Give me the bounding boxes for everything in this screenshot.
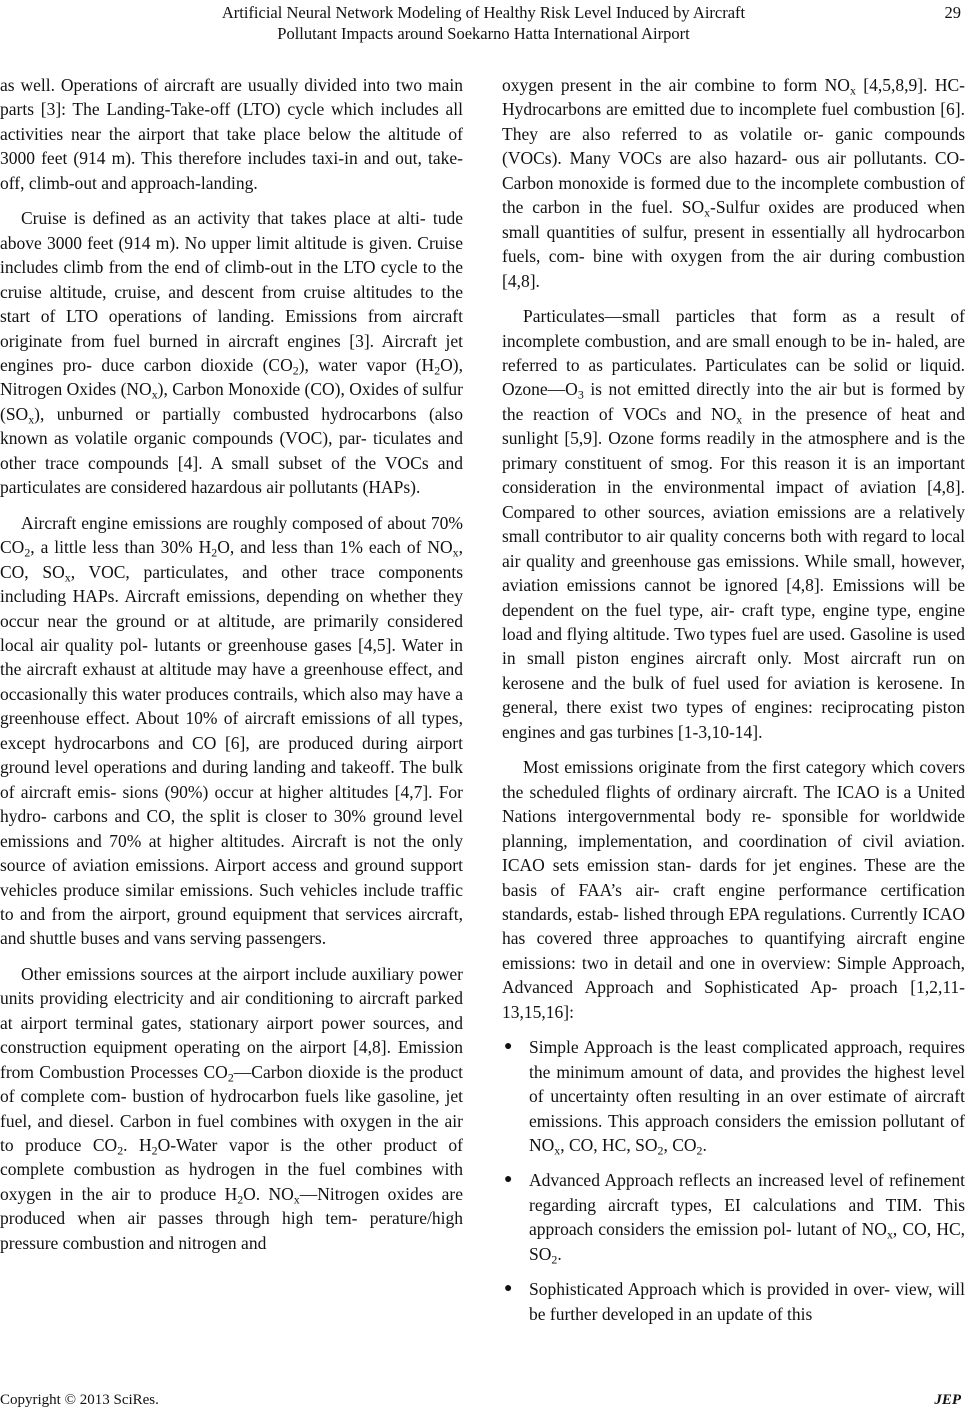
approach-list xyxy=(502,1035,965,1326)
subscript: 2 xyxy=(151,1143,158,1158)
subscript: 2 xyxy=(237,1192,244,1207)
subscript: x xyxy=(554,1143,561,1158)
subscript: 3 xyxy=(577,388,584,402)
subscript: x xyxy=(64,570,71,585)
paragraph: Cruise is defined as an activity that takes place at alti- tude above 3000 feet (914 m). No upper limit altitude is given. Cruise includes climb from the end of climb-out in the LTO cycle to the cruise altitude, cruise, and descent from cruise altitudes to the start of LTO operations of landing. Emissions from aircraft originate from fuel burned in aircraft engines [3]. Aircraft jet engines pro- duce carbon dioxide $(CO_2)$, water vapor $(H_2O)$, Nitrogen Oxides $(NO_x)$, Carbon Monoxide (CO), Oxides of sulfur $(SO_x)$, unburned or partially combusted hydrocarbons (also known as volatile organic compounds (VOC), par- ticulates and other trace compounds [4]. A small subset of the VOCs and particulates are considered hazardous air pollutants (HAPs). xyxy=(0,208,464,498)
page-footer xyxy=(0,1386,967,1416)
subscript: x xyxy=(293,1192,300,1207)
subscript: 2 xyxy=(434,363,441,378)
page-number: 29 xyxy=(944,3,961,22)
subscript: x xyxy=(452,545,459,560)
list-item xyxy=(502,1277,965,1326)
left-column xyxy=(0,73,463,1266)
subscript: x xyxy=(849,83,856,98)
bullet-icon: ● xyxy=(504,1172,513,1188)
running-title-line-1: Artificial Neural Network Modeling of Healthy Risk Level Induced by Aircraft xyxy=(221,3,746,22)
subscript: 2 xyxy=(117,1143,124,1158)
subscript: x xyxy=(704,205,711,220)
subscript: 2 xyxy=(24,545,31,560)
subscript: x xyxy=(28,412,35,427)
paragraph: Particulates—small particles that form as a result of incomplete combustion, and are small enough to be in- haled, are referred to as particulates. Particulates can be solid or liquid. $Ozone—O_3$ is not emitted directly into the air but is formed by the reaction of VOCs and $NO_x$ in the presence of heat and sunlight [5,9]. Ozone forms readily in the atmosphere and is the primary constituent of smog. For this reason it is an important consideration in the environmental impact of aviation [4,8]. Compared to other sources, aviation emissions are a relatively small contributor to air quality concerns both with regard to local air quality and greenhouse gas emissions. While small, however, aviation emissions cannot be ignored [4,8]. Emissions will be dependent on the fuel type, air- craft type, engine type, engine load and flying altitude. Two types fuel are used. Gasoline is used in small piston engines aircraft only. Most aircraft run on kerosene and the bulk of fuel used for aviation is kerosene. In general, there exist two types of engines: reciprocating piston engines and gas turbines [1-3,10-14]. xyxy=(502,306,965,742)
journal-abbreviation: JEP xyxy=(934,1392,961,1408)
running-header xyxy=(0,0,967,50)
paragraph: as well. Operations of aircraft are usually divided into two main parts [3]: The Landing-Take-off (LTO) cycle which includes all activities near the airport that take place below the altitude of 3000 feet (914 m). This therefore includes taxi-in and out, take-off, climb-out and approach-landing. xyxy=(0,75,463,193)
bullet-icon: ● xyxy=(504,1281,513,1297)
subscript: x xyxy=(886,1227,893,1242)
subscript: 2 xyxy=(657,1143,664,1158)
copyright-notice: Copyright © 2013 SciRes. xyxy=(0,1392,159,1408)
subscript: x xyxy=(151,388,158,402)
subscript: 2 xyxy=(696,1143,703,1158)
running-title-line-2: Pollutant Impacts around Soekarno Hatta International Airport xyxy=(277,24,690,43)
subscript: 2 xyxy=(551,1252,558,1267)
subscript: 2 xyxy=(292,363,299,378)
list-item xyxy=(502,1035,965,1157)
list-item-text: Advanced Approach reflects an increased level of refinement regarding aircraft types, EI calculations and TIM. This approach considers the emission pol- lutant of $NO_x$, CO, HC, $SO_2$. xyxy=(529,1170,965,1267)
subscript: x xyxy=(736,412,743,427)
bullet-icon: ● xyxy=(504,1039,513,1055)
paragraph: Other emissions sources at the airport include auxiliary power units providing electricity and air conditioning to aircraft parked at airport terminal gates, stationary airport power sources, and construction equipment operating on the airport [4,8]. Emission from Combustion Processes $CO_2—Carbon$ dioxide is the product of complete com- bustion of hydrocarbon fuels like gasoline, jet fuel, and diesel. Carbon in fuel combines with oxygen in the air to produce $CO_2$. $H_2O$-Water vapor is the other product of complete combustion as hydrogen in the fuel combines with oxygen in the air to produce $H_2O$. $NO_x—Nitrogen$ oxides are produced when air passes through high tem- perature/high pressure combustion and nitrogen and xyxy=(0,963,463,1253)
list-item xyxy=(502,1168,965,1266)
right-column xyxy=(502,73,965,1337)
paragraph: Most emissions originate from the first category which covers the scheduled flights of ordinary aircraft. The ICAO is a United Nations intergovernmental body re- sponsible for worldwide planning, implementation, and coordination of civil aviation. ICAO sets emission stan- dards for jet engines. These are the basis of FAA’s air- craft engine performance certification standards, estab- lished through EPA regulations. Currently ICAO has covered three approaches to quantifying aircraft engine emissions: two in detail and one in overview: Simple Approach, Advanced Approach and Sophisticated Ap- proach [1,2,11-13,15,16]: xyxy=(502,757,965,1022)
paragraph: oxygen present in the air combine to form $NO_x$ [4,5,8,9]. HC-Hydrocarbons are emitted due to incomplete fuel combustion [6]. They are also referred to as volatile or- ganic compounds (VOCs). Many VOCs are also hazard- ous air pollutants. CO-Carbon monoxide is formed due to the incomplete combustion of the carbon in the fuel. $SO_x$-Sulfur oxides are produced when small quantities of sulfur, present in essentially all hydrocarbon fuels, com- bine with oxygen from the air during combustion [4,8]. xyxy=(502,75,965,291)
running-title xyxy=(150,2,817,44)
list-item-text: Simple Approach is the least complicated approach, requires the minimum amount of data, and provides the highest level of uncertainty often resulting in an over estimate of aircraft emissions. This approach considers the emission pollutant of $NO_x$, CO, HC, $SO_2$, $CO_2$. xyxy=(529,1037,965,1158)
subscript: 2 xyxy=(211,545,218,560)
paragraph: Aircraft engine emissions are roughly composed of about 70% $CO_2$, a little less than 30% $H_2O$, and less than 1% each of $NO_x$, CO, $SO_x$, VOC, particulates, and other trace components including HAPs. Aircraft emissions, depending on whether they occur near the ground or at altitude, are primarily considered local air quality pol- lutants or greenhouse gases [4,5]. Water in the aircraft exhaust at altitude may have a greenhouse effect, and occasionally this water produces contrails, which also may have a greenhouse effect. About 10% of aircraft emissions of all types, except hydrocarbons and CO [6], are produced during airport ground level operations and during landing and takeoff. The bulk of aircraft emis- sions (90%) occur at higher altitudes [4,7]. For hydro- carbons and CO, the split is closer to 30% ground level emissions and 70% at higher altitudes. Aircraft is not the only source of aviation emissions. Airport access and ground support vehicles produce similar emissions. Such vehicles include traffic to and from the airport, ground equipment that services aircraft, and shuttle buses and vans serving passengers. xyxy=(0,512,463,949)
subscript: 2 xyxy=(227,1070,234,1085)
list-item-text: Sophisticated Approach which is provided in over- view, will be further developed in an update of this xyxy=(529,1279,965,1324)
